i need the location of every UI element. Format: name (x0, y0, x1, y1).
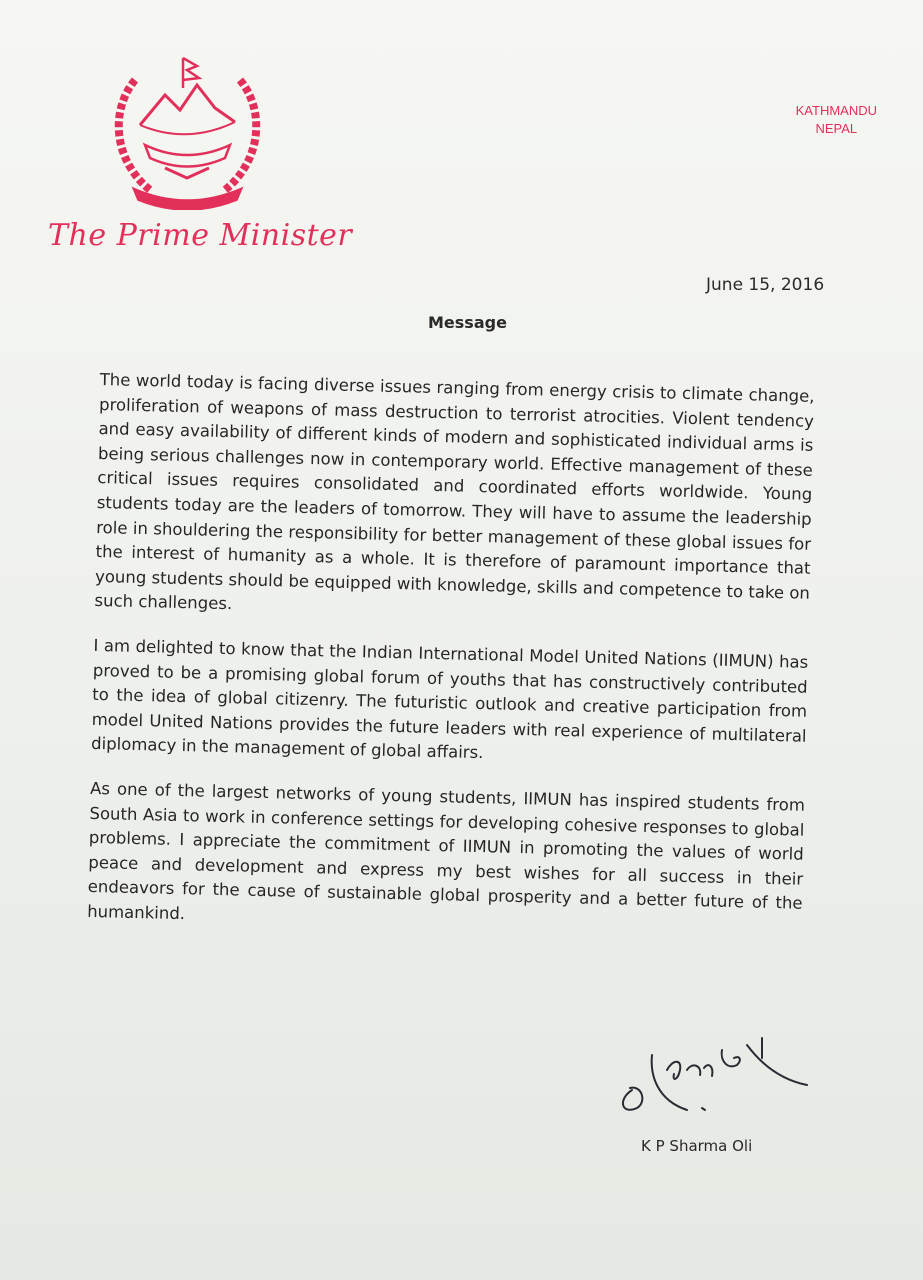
place-country: NEPAL (815, 121, 858, 136)
letter-heading: Message (428, 313, 507, 332)
signer-name: K P Sharma Oli (641, 1137, 753, 1155)
letterhead-place (796, 102, 877, 138)
place-city: KATHMANDU (795, 103, 877, 118)
letter-date: June 15, 2016 (706, 275, 825, 295)
office-title: The Prime Minister (48, 218, 353, 253)
letter-body (86, 368, 814, 961)
paragraph: I am delighted to know that the Indian International Model United Nations (IIMUN) has proved to be a promising global forum of youths that has constructively contributed to the idea of global citizenry. The futuristic outlook and creative participation from model United Nations provides the future leaders with real experience of multilateral diplomacy in the management of global affairs. (90, 635, 809, 763)
paragraph: As one of the largest networks of young students, IIMUN has inspired students from South Asia to work in conference settings for developing cohesive responses to global problems. I appreciate the commitment of IIMUN in promoting the values of world peace and development and express my best wishes for all success in their endeavors for the cause of sustainable global prosperity and a better future of the humankind. (86, 778, 806, 924)
paragraph: The world today is facing diverse issues ranging from energy crisis to climate change, proliferation of weapons of mass destruction to terrorist atrocities. Violent tendency and easy availability of different kinds of modern and sophisticated individual arms is being serious challenges now in contemporary world. Effective management of these critical issues requires consolidated and coordinated efforts worldwide. Young students today are the leaders of tomorrow. They will have to assume the leadership role in shouldering the responsibility for better management of these global issues for the interest of humanity as a whole. It is therefore of paramount importance that young students should be equipped with knowledge, skills and competence to take on such challenges. (94, 369, 815, 614)
signature-icon (612, 1030, 812, 1120)
nepal-emblem-icon (105, 50, 270, 210)
